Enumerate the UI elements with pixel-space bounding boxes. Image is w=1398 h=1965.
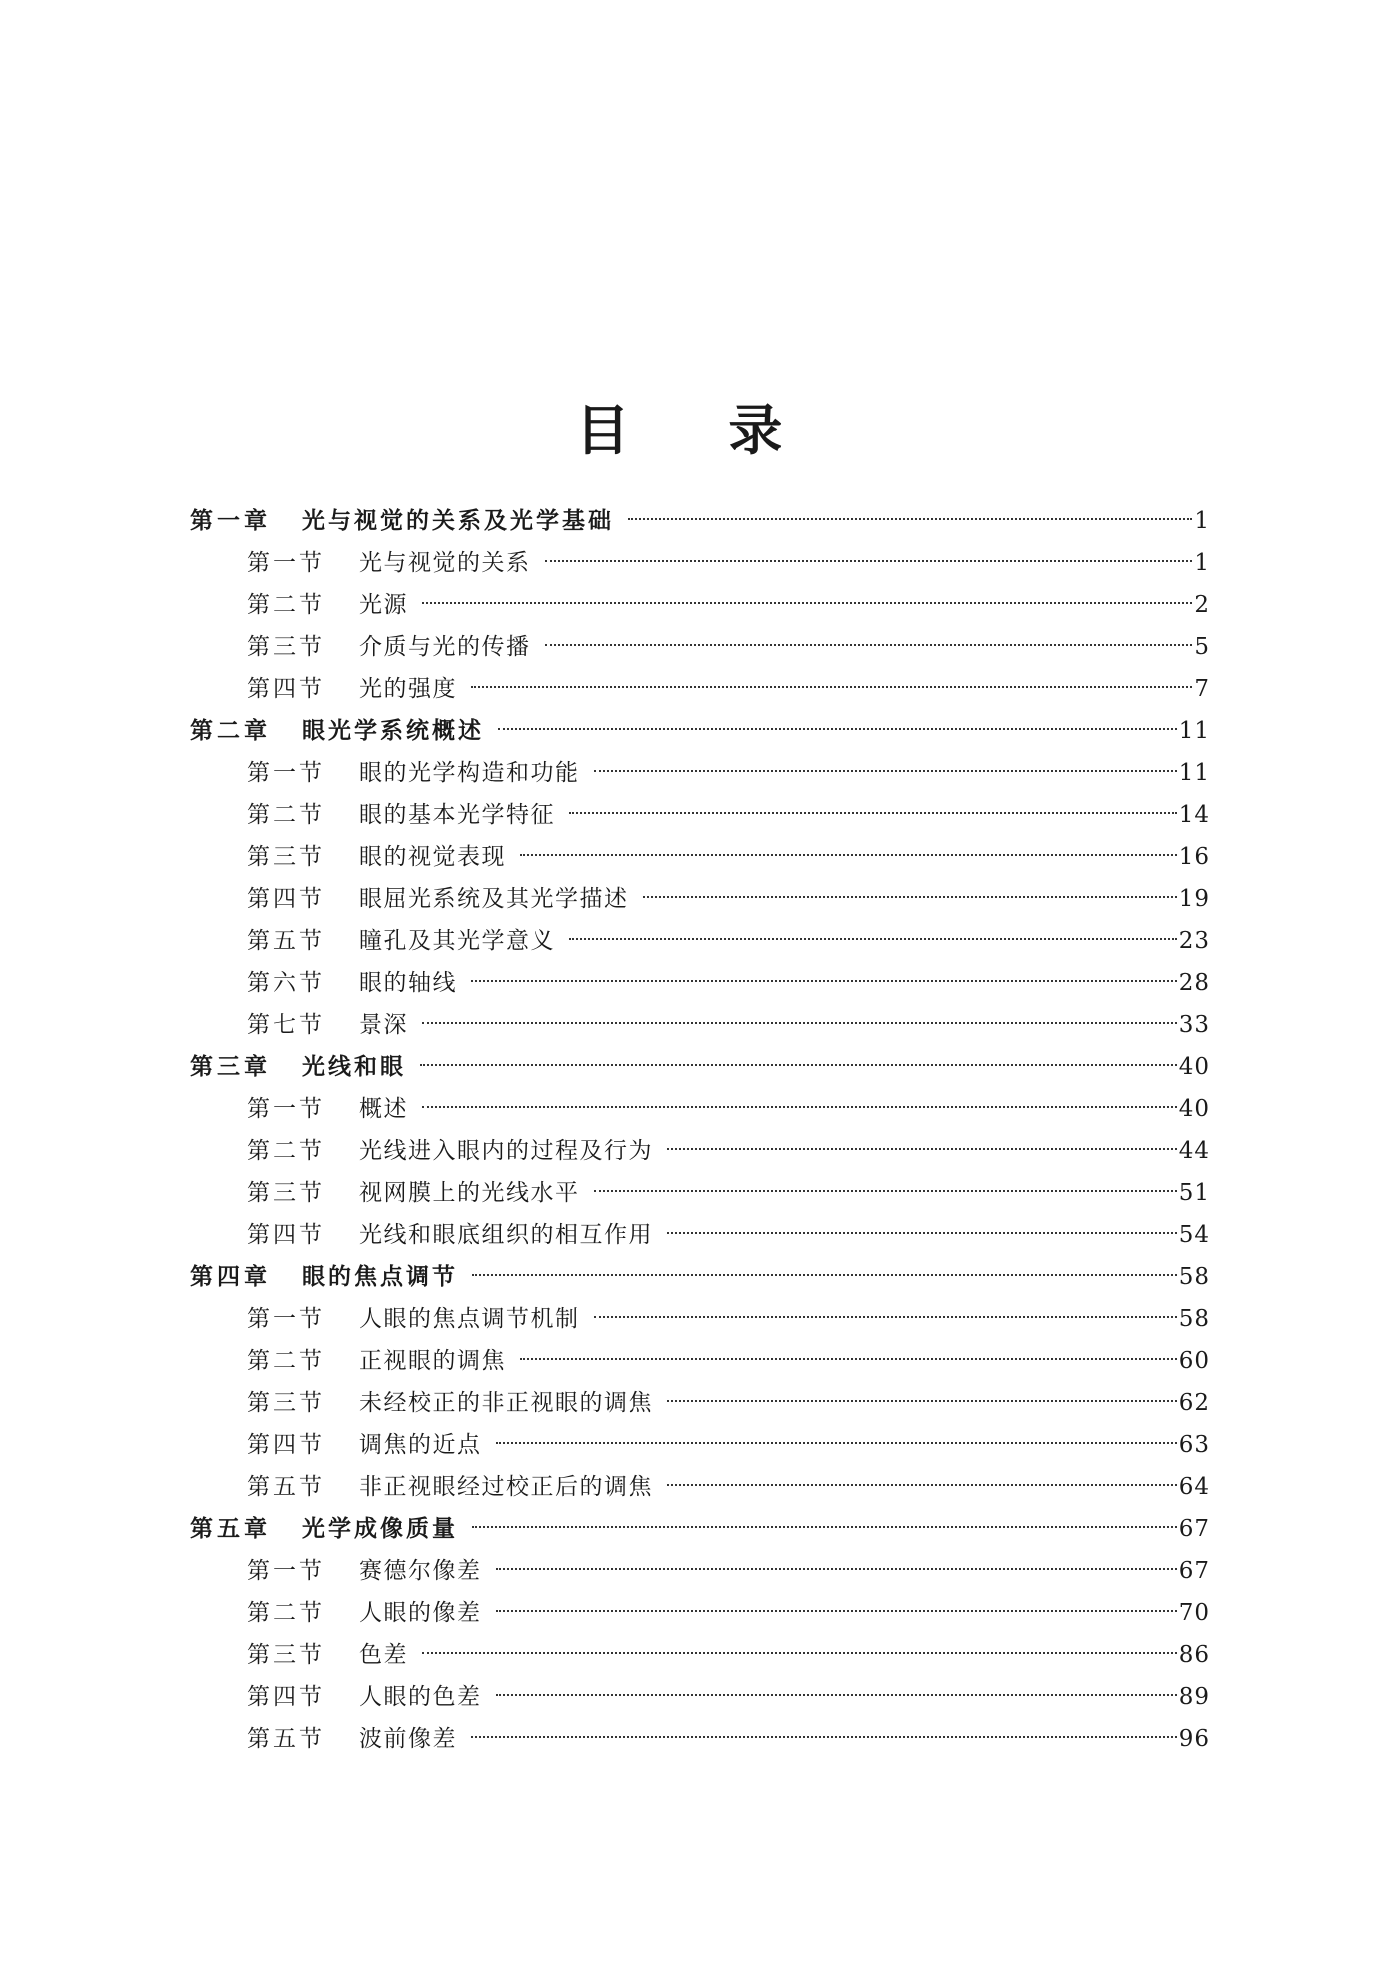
- dot-leader: [496, 1610, 1177, 1612]
- toc-section-entry[interactable]: [190, 626, 1210, 668]
- entry-label: 第二节: [247, 802, 325, 828]
- entry-name: 介质与光的传播: [359, 634, 531, 660]
- entry-page-number: 64: [1178, 1474, 1210, 1500]
- entry-page-number: 7: [1194, 676, 1210, 702]
- entry-label: 第三节: [247, 634, 325, 660]
- entry-page-number: 54: [1178, 1222, 1210, 1248]
- toc-section-entry[interactable]: [190, 1298, 1210, 1340]
- dot-leader: [471, 1736, 1177, 1738]
- dot-leader: [594, 1316, 1177, 1318]
- entry-label: 第一节: [247, 1096, 325, 1122]
- entry-name: 景深: [359, 1012, 408, 1038]
- entry-name: 人眼的像差: [359, 1600, 482, 1626]
- toc-section-entry[interactable]: [190, 920, 1210, 962]
- toc-section-entry[interactable]: [190, 1592, 1210, 1634]
- dot-leader: [422, 602, 1192, 604]
- entry-name: 波前像差: [359, 1726, 457, 1752]
- toc-section-entry[interactable]: [190, 542, 1210, 584]
- entry-name: 非正视眼经过校正后的调焦: [359, 1474, 653, 1500]
- entry-page-number: 86: [1178, 1642, 1210, 1668]
- toc-section-entry[interactable]: [190, 1340, 1210, 1382]
- toc-section-entry[interactable]: [190, 794, 1210, 836]
- entry-label: 第七节: [247, 1012, 325, 1038]
- toc-chapter-entry[interactable]: [190, 710, 1210, 752]
- entry-name: 眼的焦点调节: [302, 1264, 458, 1290]
- entry-label: 第四节: [247, 886, 325, 912]
- entry-page-number: 11: [1178, 718, 1210, 744]
- entry-label: 第五节: [247, 1474, 325, 1500]
- dot-leader: [545, 560, 1193, 562]
- entry-name: 人眼的焦点调节机制: [359, 1306, 580, 1332]
- toc-section-entry[interactable]: [190, 1466, 1210, 1508]
- entry-name: 光线和眼: [302, 1054, 406, 1080]
- entry-name: 光线进入眼内的过程及行为: [359, 1138, 653, 1164]
- entry-label: 第四节: [247, 1684, 325, 1710]
- entry-page-number: 58: [1178, 1306, 1210, 1332]
- entry-label: 第三节: [247, 1390, 325, 1416]
- entry-label: 第五节: [247, 1726, 325, 1752]
- entry-name: 眼的基本光学特征: [359, 802, 555, 828]
- entry-label: 第二节: [247, 1348, 325, 1374]
- dot-leader: [420, 1064, 1177, 1066]
- entry-name: 眼的轴线: [359, 970, 457, 996]
- entry-label: 第四章: [190, 1264, 271, 1290]
- toc-chapter-entry[interactable]: [190, 500, 1210, 542]
- entry-name: 色差: [359, 1642, 408, 1668]
- entry-page-number: 23: [1178, 928, 1210, 954]
- toc-section-entry[interactable]: [190, 1382, 1210, 1424]
- toc-section-entry[interactable]: [190, 1172, 1210, 1214]
- toc-section-entry[interactable]: [190, 878, 1210, 920]
- entry-label: 第一节: [247, 1558, 325, 1584]
- entry-page-number: 5: [1194, 634, 1210, 660]
- entry-page-number: 60: [1178, 1348, 1210, 1374]
- dot-leader: [472, 1274, 1177, 1276]
- toc-section-entry[interactable]: [190, 584, 1210, 626]
- entry-label: 第四节: [247, 1222, 325, 1248]
- toc-section-entry[interactable]: [190, 668, 1210, 710]
- dot-leader: [472, 1526, 1177, 1528]
- dot-leader: [545, 644, 1193, 646]
- entry-page-number: 51: [1178, 1180, 1210, 1206]
- toc-section-entry[interactable]: [190, 1718, 1210, 1760]
- entry-label: 第六节: [247, 970, 325, 996]
- entry-name: 光线和眼底组织的相互作用: [359, 1222, 653, 1248]
- entry-label: 第一章: [190, 508, 271, 534]
- dot-leader: [422, 1106, 1177, 1108]
- entry-name: 赛德尔像差: [359, 1558, 482, 1584]
- toc-section-entry[interactable]: [190, 1004, 1210, 1046]
- entry-page-number: 40: [1178, 1054, 1210, 1080]
- dot-leader: [496, 1442, 1177, 1444]
- page-title: 目 录: [575, 399, 823, 463]
- entry-label: 第五节: [247, 928, 325, 954]
- toc-section-entry[interactable]: [190, 1088, 1210, 1130]
- toc-section-entry[interactable]: [190, 1676, 1210, 1718]
- dot-leader: [422, 1022, 1177, 1024]
- entry-name: 视网膜上的光线水平: [359, 1180, 580, 1206]
- dot-leader: [471, 980, 1177, 982]
- entry-page-number: 40: [1178, 1096, 1210, 1122]
- entry-name: 人眼的色差: [359, 1684, 482, 1710]
- toc-section-entry[interactable]: [190, 752, 1210, 794]
- entry-page-number: 44: [1178, 1138, 1210, 1164]
- entry-label: 第二章: [190, 718, 271, 744]
- entry-label: 第三节: [247, 1642, 325, 1668]
- toc-list: [190, 500, 1210, 1760]
- entry-page-number: 1: [1194, 550, 1210, 576]
- dot-leader: [594, 1190, 1177, 1192]
- entry-page-number: 14: [1178, 802, 1210, 828]
- entry-page-number: 67: [1178, 1516, 1210, 1542]
- entry-label: 第一节: [247, 760, 325, 786]
- toc-section-entry[interactable]: [190, 962, 1210, 1004]
- entry-page-number: 96: [1178, 1726, 1210, 1752]
- dot-leader: [520, 1358, 1177, 1360]
- dot-leader: [667, 1400, 1177, 1402]
- entry-name: 光与视觉的关系: [359, 550, 531, 576]
- dot-leader: [667, 1148, 1177, 1150]
- toc-section-entry[interactable]: [190, 1424, 1210, 1466]
- entry-label: 第二节: [247, 1138, 325, 1164]
- entry-page-number: 62: [1178, 1390, 1210, 1416]
- dot-leader: [520, 854, 1177, 856]
- entry-label: 第三节: [247, 844, 325, 870]
- dot-leader: [628, 518, 1192, 520]
- entry-page-number: 67: [1178, 1558, 1210, 1584]
- toc-section-entry[interactable]: [190, 1130, 1210, 1172]
- entry-name: 眼的光学构造和功能: [359, 760, 580, 786]
- entry-page-number: 28: [1178, 970, 1210, 996]
- entry-name: 光的强度: [359, 676, 457, 702]
- toc-section-entry[interactable]: [190, 1214, 1210, 1256]
- dot-leader: [569, 812, 1177, 814]
- entry-label: 第四节: [247, 1432, 325, 1458]
- entry-page-number: 11: [1178, 760, 1210, 786]
- toc-chapter-entry[interactable]: [190, 1508, 1210, 1550]
- dot-leader: [667, 1484, 1177, 1486]
- entry-page-number: 70: [1178, 1600, 1210, 1626]
- dot-leader: [667, 1232, 1177, 1234]
- dot-leader: [496, 1694, 1177, 1696]
- entry-name: 光与视觉的关系及光学基础: [302, 508, 614, 534]
- entry-page-number: 58: [1178, 1264, 1210, 1290]
- toc-chapter-entry[interactable]: [190, 1256, 1210, 1298]
- entry-label: 第二节: [247, 1600, 325, 1626]
- entry-page-number: 63: [1178, 1432, 1210, 1458]
- entry-page-number: 19: [1178, 886, 1210, 912]
- entry-name: 光源: [359, 592, 408, 618]
- entry-page-number: 16: [1178, 844, 1210, 870]
- entry-name: 正视眼的调焦: [359, 1348, 506, 1374]
- entry-page-number: 33: [1178, 1012, 1210, 1038]
- dot-leader: [422, 1652, 1177, 1654]
- entry-name: 眼光学系统概述: [302, 718, 484, 744]
- entry-label: 第一节: [247, 550, 325, 576]
- dot-leader: [498, 728, 1177, 730]
- dot-leader: [594, 770, 1177, 772]
- entry-label: 第三节: [247, 1180, 325, 1206]
- entry-page-number: 2: [1194, 592, 1210, 618]
- entry-label: 第二节: [247, 592, 325, 618]
- entry-label: 第五章: [190, 1516, 271, 1542]
- entry-label: 第一节: [247, 1306, 325, 1332]
- entry-name: 光学成像质量: [302, 1516, 458, 1542]
- toc-section-entry[interactable]: [190, 1550, 1210, 1592]
- entry-name: 眼的视觉表现: [359, 844, 506, 870]
- entry-label: 第四节: [247, 676, 325, 702]
- toc-section-entry[interactable]: [190, 1634, 1210, 1676]
- dot-leader: [643, 896, 1177, 898]
- toc-section-entry[interactable]: [190, 836, 1210, 878]
- dot-leader: [496, 1568, 1177, 1570]
- entry-page-number: 1: [1194, 508, 1210, 534]
- dot-leader: [569, 938, 1177, 940]
- entry-page-number: 89: [1178, 1684, 1210, 1710]
- entry-name: 瞳孔及其光学意义: [359, 928, 555, 954]
- dot-leader: [471, 686, 1192, 688]
- entry-label: 第三章: [190, 1054, 271, 1080]
- entry-name: 调焦的近点: [359, 1432, 482, 1458]
- entry-name: 眼屈光系统及其光学描述: [359, 886, 629, 912]
- toc-chapter-entry[interactable]: [190, 1046, 1210, 1088]
- entry-name: 未经校正的非正视眼的调焦: [359, 1390, 653, 1416]
- entry-name: 概述: [359, 1096, 408, 1122]
